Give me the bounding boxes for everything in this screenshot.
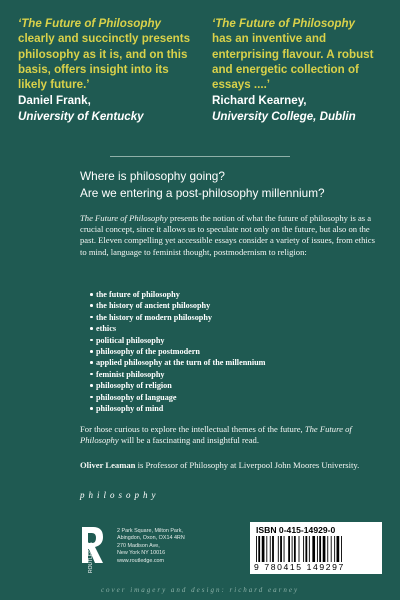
barcode-bar: [278, 536, 279, 562]
endorsement-lead: ‘The Future of Philosophy: [212, 17, 355, 30]
routledge-logo: [76, 525, 108, 579]
intro-paragraph: [80, 213, 380, 258]
barcode-bar: [305, 536, 307, 562]
section-divider: [110, 156, 290, 157]
intro-text: presents the notion of what the future of philosophy is as a crucial concept, since it allows us to speculate not only on the future, but also on the past. Eleven compelling yet accessible essays consider a variety of issues, from ethics to mind, language to feminist thought, postmodernism to religion:: [80, 213, 375, 257]
endorser-name: Daniel Frank,: [18, 94, 91, 108]
endorsement-text: has an inventive and enterprising flavour. A robust and energetic collection of essays ....’: [212, 32, 374, 92]
book-title: The Future of Philosophy: [80, 213, 168, 223]
barcode-bar: [294, 536, 296, 562]
barcode-bar: [337, 536, 340, 562]
endorsement-kearney: [212, 16, 390, 124]
barcode-bar: [303, 536, 304, 562]
outro-text: For those curious to explore the intellectual themes of the future,: [80, 424, 305, 434]
barcode-bar: [317, 536, 318, 562]
address-line: Abingdon, Oxon, OX14 4RN: [117, 535, 185, 542]
barcode-bar: [327, 536, 328, 562]
topic-item: philosophy of mind: [90, 403, 390, 414]
endorser-affiliation: University College, Dublin: [212, 109, 356, 123]
topic-list: [90, 289, 390, 414]
author-bio-text: is Professor of Philosophy at Liverpool John Moores University.: [135, 460, 360, 470]
topic-item: the future of philosophy: [90, 289, 390, 300]
barcode: [256, 536, 376, 562]
subject-category: philosophy: [80, 490, 160, 500]
book-title: The Future of Philosophy: [80, 424, 352, 446]
address-line: www.routledge.com: [117, 557, 165, 564]
endorsement-text: clearly and succinctly presents philosophy as it is, and on this basis, offers insight into its likely future.’: [18, 32, 191, 92]
address-line: New York NY 10016: [117, 550, 166, 557]
barcode-bar: [258, 536, 260, 562]
question-line: Are we entering a post-philosophy millennium?: [80, 185, 325, 200]
topic-item: political philosophy: [90, 335, 390, 346]
address-line: 270 Madison Ave,: [117, 542, 160, 549]
barcode-bar: [272, 536, 274, 562]
barcode-bar: [299, 536, 300, 562]
barcode-bar: [270, 536, 271, 562]
cover-credit: cover imagery and design: richard earney: [100, 586, 300, 594]
endorsement-lead: ‘The Future of Philosophy: [18, 17, 161, 30]
barcode-bar: [292, 536, 293, 562]
headline-questions: [80, 168, 390, 201]
barcode-bar: [266, 536, 267, 562]
barcode-bar: [319, 536, 321, 562]
barcode-bar: [280, 536, 282, 562]
address-line: 2 Park Square, Milton Park,: [117, 528, 183, 534]
endorser-name: Richard Kearney,: [212, 94, 307, 108]
barcode-bar: [334, 536, 335, 562]
topic-item: the history of modern philosophy: [90, 312, 390, 323]
ean-number: 9 780415 149297: [254, 562, 345, 572]
barcode-bar: [309, 536, 310, 562]
publisher-address: [117, 528, 227, 565]
topic-item: ethics: [90, 323, 390, 334]
author-bio: [80, 460, 380, 471]
barcode-bar: [341, 536, 342, 562]
endorsement-frank: [18, 16, 198, 124]
closing-paragraph: [80, 424, 380, 446]
topic-item: philosophy of religion: [90, 380, 390, 391]
topic-item: feminist philosophy: [90, 369, 390, 380]
endorser-affiliation: University of Kentucky: [18, 109, 144, 123]
logo-wordmark: ROUTLEDGE: [88, 541, 94, 573]
barcode-bar: [323, 536, 326, 562]
barcode-bar: [256, 536, 257, 562]
topic-item: philosophy of the postmodern: [90, 346, 390, 357]
topic-item: applied philosophy at the turn of the millennium: [90, 357, 390, 368]
barcode-bar: [284, 536, 285, 562]
barcode-bar: [288, 536, 290, 562]
outro-text: will be a fascinating and insightful read.: [118, 435, 259, 446]
author-name: Oliver Leaman: [80, 460, 136, 470]
question-line: Where is philosophy going?: [80, 169, 225, 183]
barcode-panel: [250, 522, 382, 574]
isbn-number: ISBN 0-415-14929-0: [256, 525, 336, 535]
barcode-bar: [331, 536, 332, 562]
topic-item: the history of ancient philosophy: [90, 300, 390, 311]
barcode-bar: [312, 536, 315, 562]
barcode-bar: [262, 536, 265, 562]
topic-item: philosophy of language: [90, 392, 390, 403]
